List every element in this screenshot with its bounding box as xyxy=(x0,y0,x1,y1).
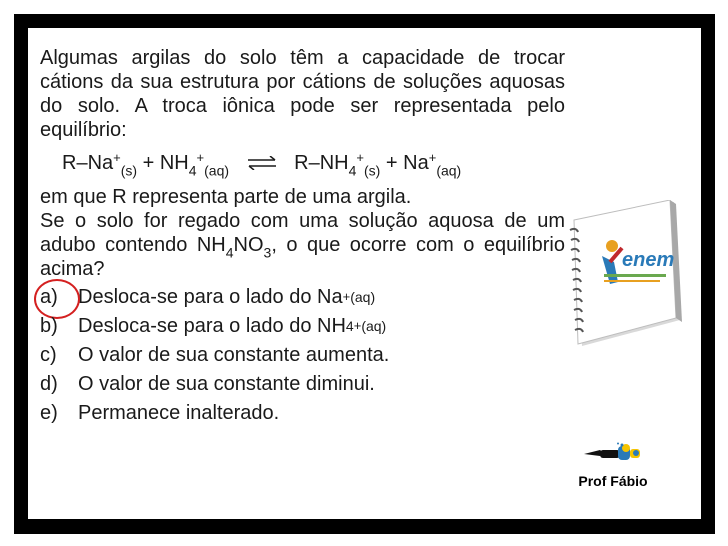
eq-sup: + xyxy=(428,149,437,165)
eq-sup: + xyxy=(196,149,205,165)
author-badge xyxy=(568,442,658,489)
equilibrium-equation xyxy=(62,148,565,179)
eq-sub: (s) xyxy=(120,162,138,179)
question-intro: Algumas argilas do solo têm a capacidade de trocar cátions da sua estrutura por cátions de soluções aquosas do solo. A troca iônica pode ser representada pelo equilíbrio: xyxy=(40,47,565,141)
option-b[interactable]: b) Desloca-se para o lado do NH 4 + (aq) xyxy=(40,315,387,338)
option-a[interactable]: a) Desloca-se para o lado do Na + (aq) xyxy=(40,283,565,312)
option-letter: a) xyxy=(40,286,58,309)
option-text: O valor de sua constante diminui. xyxy=(78,373,375,396)
eq-r-nh: R–NH xyxy=(294,152,349,174)
option-letter: e) xyxy=(40,402,58,425)
option-text: Desloca-se para o lado do NH xyxy=(78,315,346,338)
question-text-line: em que R representa parte de uma argila. xyxy=(40,185,412,208)
question-content xyxy=(40,46,565,428)
option-c[interactable] xyxy=(40,341,565,370)
eq-sub: (aq) xyxy=(436,162,462,179)
enem-logo-text: enem xyxy=(622,249,675,271)
option-text: Permanece inalterado. xyxy=(78,402,280,425)
option-letter: c) xyxy=(40,344,57,367)
option-letter: b) xyxy=(40,315,58,338)
option-letter: d) xyxy=(40,373,58,396)
eq-nh: NH xyxy=(159,152,189,174)
author-label: Prof Fábio xyxy=(578,473,648,489)
option-e[interactable] xyxy=(40,399,565,428)
enem-book-icon xyxy=(556,200,686,355)
question-body: Se o solo for regado com uma solução aquosa de um adubo contendo $NH_4NO_3$, o que ocorre com o equilíbrio acima? xyxy=(40,209,565,280)
eq-r-na: R–Na xyxy=(62,152,114,174)
eq-sub: (aq) xyxy=(204,162,230,179)
option-text: O valor de sua constante aumenta. xyxy=(78,344,390,367)
equilibrium-arrows-icon xyxy=(247,149,277,179)
eq-na: Na xyxy=(403,152,429,174)
eq-sub: (s) xyxy=(364,162,381,179)
eq-plus: + xyxy=(137,152,160,174)
option-text: Desloca-se para o lado do Na xyxy=(78,286,343,309)
eq-sup: + xyxy=(356,149,365,165)
eq-plus: + xyxy=(380,152,404,174)
eq-sup: + xyxy=(113,149,121,165)
eq-sub: 4 xyxy=(348,162,357,179)
diver-icon xyxy=(582,442,644,466)
eq-sub: 4 xyxy=(188,162,197,179)
answer-options xyxy=(40,283,565,428)
option-d[interactable] xyxy=(40,370,565,399)
